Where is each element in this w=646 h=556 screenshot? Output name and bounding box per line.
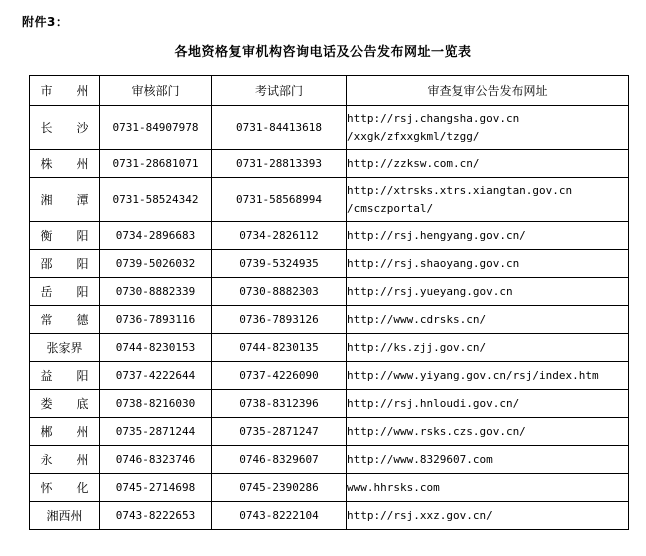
url-line: www.hhrsks.com [347,480,440,494]
review-phone-cell: 0746-8323746 [100,446,212,474]
url-cell [347,502,629,530]
city-cell: 怀 化 [30,474,100,502]
review-phone-cell: 0743-8222653 [100,502,212,530]
table-row [30,222,629,250]
city-cell: 湘 潭 [30,178,100,222]
url-line: http://zzksw.com.cn/ [347,156,480,170]
exam-phone-cell: 0739-5324935 [212,250,347,278]
table-row [30,106,629,150]
review-phone-cell: 0736-7893116 [100,306,212,334]
exam-phone-cell: 0738-8312396 [212,390,347,418]
url-line: http://rsj.shaoyang.gov.cn [347,256,520,270]
url-cell [347,390,629,418]
table-row [30,278,629,306]
url-line: http://ks.zjj.gov.cn/ [347,340,487,354]
header-review-dept: 审核部门 [100,76,212,106]
attachment-label: 附件3： [22,15,69,29]
exam-phone-cell: 0744-8230135 [212,334,347,362]
url-line: http://www.rsks.czs.gov.cn/ [347,424,526,438]
url-cell [347,222,629,250]
header-exam-dept: 考试部门 [212,76,347,106]
exam-phone-cell: 0735-2871247 [212,418,347,446]
review-phone-cell: 0731-58524342 [100,178,212,222]
review-phone-cell: 0731-84907978 [100,106,212,150]
city-cell: 益 阳 [30,362,100,390]
document-title: 各地资格复审机构咨询电话及公告发布网址一览表 [174,45,472,60]
city-cell: 邵 阳 [30,250,100,278]
url-cell [347,250,629,278]
exam-phone-cell: 0734-2826112 [212,222,347,250]
url-line: http://xtrsks.xtrs.xiangtan.gov.cn [347,183,573,197]
review-phone-cell: 0735-2871244 [100,418,212,446]
exam-phone-cell: 0737-4226090 [212,362,347,390]
url-line: http://www.8329607.com [347,452,493,466]
city-cell: 郴 州 [30,418,100,446]
city-cell: 衡 阳 [30,222,100,250]
review-phone-cell: 0739-5026032 [100,250,212,278]
url-line: /cmsczportal/ [347,201,434,215]
url-cell [347,106,629,150]
url-line: http://www.cdrsks.cn/ [347,312,487,326]
city-cell: 娄 底 [30,390,100,418]
url-cell [347,474,629,502]
review-phone-cell: 0738-8216030 [100,390,212,418]
url-line: http://rsj.xxz.gov.cn/ [347,508,493,522]
review-phone-cell: 0745-2714698 [100,474,212,502]
review-phone-cell: 0744-8230153 [100,334,212,362]
url-cell [347,306,629,334]
url-line: http://rsj.hengyang.gov.cn/ [347,228,526,242]
url-line: http://rsj.hnloudi.gov.cn/ [347,396,520,410]
city-cell: 湘西州 [30,502,100,530]
url-cell [347,178,629,222]
table-header-row [30,76,629,106]
city-cell: 长 沙 [30,106,100,150]
table-row [30,446,629,474]
table-row [30,502,629,530]
header-url: 审查复审公告发布网址 [347,76,629,106]
url-cell [347,362,629,390]
table-row [30,306,629,334]
url-cell [347,418,629,446]
url-line: http://www.yiyang.gov.cn/rsj/index.htm [347,368,599,382]
exam-phone-cell: 0736-7893126 [212,306,347,334]
review-phone-cell: 0730-8882339 [100,278,212,306]
exam-phone-cell: 0746-8329607 [212,446,347,474]
table-row [30,418,629,446]
exam-phone-cell: 0731-28813393 [212,150,347,178]
exam-phone-cell: 0731-58568994 [212,178,347,222]
exam-phone-cell: 0743-8222104 [212,502,347,530]
review-phone-cell: 0734-2896683 [100,222,212,250]
url-line: http://rsj.changsha.gov.cn [347,111,520,125]
url-cell [347,446,629,474]
city-cell: 常 德 [30,306,100,334]
url-line: /xxgk/zfxxgkml/tzgg/ [347,129,480,143]
table-row [30,362,629,390]
url-cell [347,150,629,178]
review-phone-cell: 0731-28681071 [100,150,212,178]
city-cell: 株 州 [30,150,100,178]
exam-phone-cell: 0730-8882303 [212,278,347,306]
url-line: http://rsj.yueyang.gov.cn [347,284,513,298]
table-row [30,178,629,222]
table-row [30,390,629,418]
city-cell: 张家界 [30,334,100,362]
exam-phone-cell: 0731-84413618 [212,106,347,150]
url-cell [347,334,629,362]
contact-table [29,75,629,530]
city-cell: 岳 阳 [30,278,100,306]
url-cell [347,278,629,306]
header-city: 市 州 [30,76,100,106]
table-row [30,250,629,278]
table-row [30,474,629,502]
city-cell: 永 州 [30,446,100,474]
exam-phone-cell: 0745-2390286 [212,474,347,502]
table-row [30,334,629,362]
table-row [30,150,629,178]
review-phone-cell: 0737-4222644 [100,362,212,390]
